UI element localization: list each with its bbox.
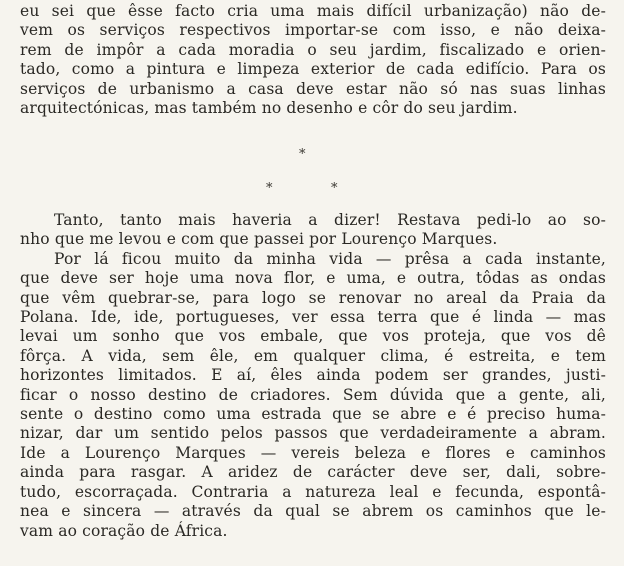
text-line: vem os serviços respectivos importar-se com isso, e não deixa-: [20, 21, 606, 40]
text-line: Polana. Ide, ide, portugueses, ver essa terra que é linda — mas: [20, 308, 606, 327]
text-line: sente o destino como uma estrada que se abre e é preciso huma-: [20, 405, 606, 424]
text-line: que vêm quebrar-se, para logo se renovar no areal da Praia da: [20, 288, 606, 307]
text-line: Ide a Lourenço Marques — vereis beleza e flores e caminhos: [20, 443, 606, 462]
text-line: nizar, dar um sentido pelos passos que verdadeiramente a abram.: [20, 424, 606, 443]
text-line: que deve ser hoje uma nova flor, e uma, e outra, tôdas as ondas: [20, 269, 606, 288]
text-line: ficar o nosso destino de criadores. Sem dúvida que a gente, ali,: [20, 385, 606, 404]
text-line: fôrça. A vida, sem êle, em qualquer clima, é estreita, e tem: [20, 346, 606, 365]
text-line: levai um sonho que vos embale, que vos proteja, que vos dê: [20, 327, 606, 346]
section-separator-asterisk-top: *: [299, 147, 306, 162]
text-line: horizontes limitados. E aí, êles ainda podem ser grandes, justi-: [20, 366, 606, 385]
text-line: serviços de urbanismo a casa deve estar não só nas suas linhas: [20, 79, 606, 98]
section-separator-asterisk-right: *: [331, 181, 338, 196]
text-line: eu sei que êsse facto cria uma mais difícil urbanização) não de-: [20, 2, 606, 20]
text-line: nho que me levou e com que passei por Lourenço Marques.: [20, 230, 498, 249]
section-separator-asterisk-left: *: [266, 181, 273, 196]
text-line: vam ao coração de África.: [20, 521, 228, 540]
body-text: [20, 211, 606, 541]
paragraph-urbanism: [20, 2, 606, 118]
text-line: Por lá ficou muito da minha vida — prêsa a cada instante,: [54, 249, 606, 268]
text-line: rem de impôr a cada moradia o seu jardim, fiscalizado e orien-: [20, 40, 606, 59]
text-line: tado, como a pintura e limpeza exterior de cada edifício. Para os: [20, 60, 606, 79]
text-line: arquitectónicas, mas também no desenho e côr do seu jardim.: [20, 99, 518, 118]
text-line: nea e sincera — através da qual se abrem os caminhos que le-: [20, 502, 606, 521]
text-line: ainda para rasgar. A aridez de carácter deve ser, dali, sobre-: [20, 463, 606, 482]
text-line: Tanto, tanto mais haveria a dizer! Restava pedi-lo ao so-: [54, 211, 606, 229]
text-line: tudo, escorraçada. Contraria a natureza leal e fecunda, espontâ-: [20, 482, 606, 501]
